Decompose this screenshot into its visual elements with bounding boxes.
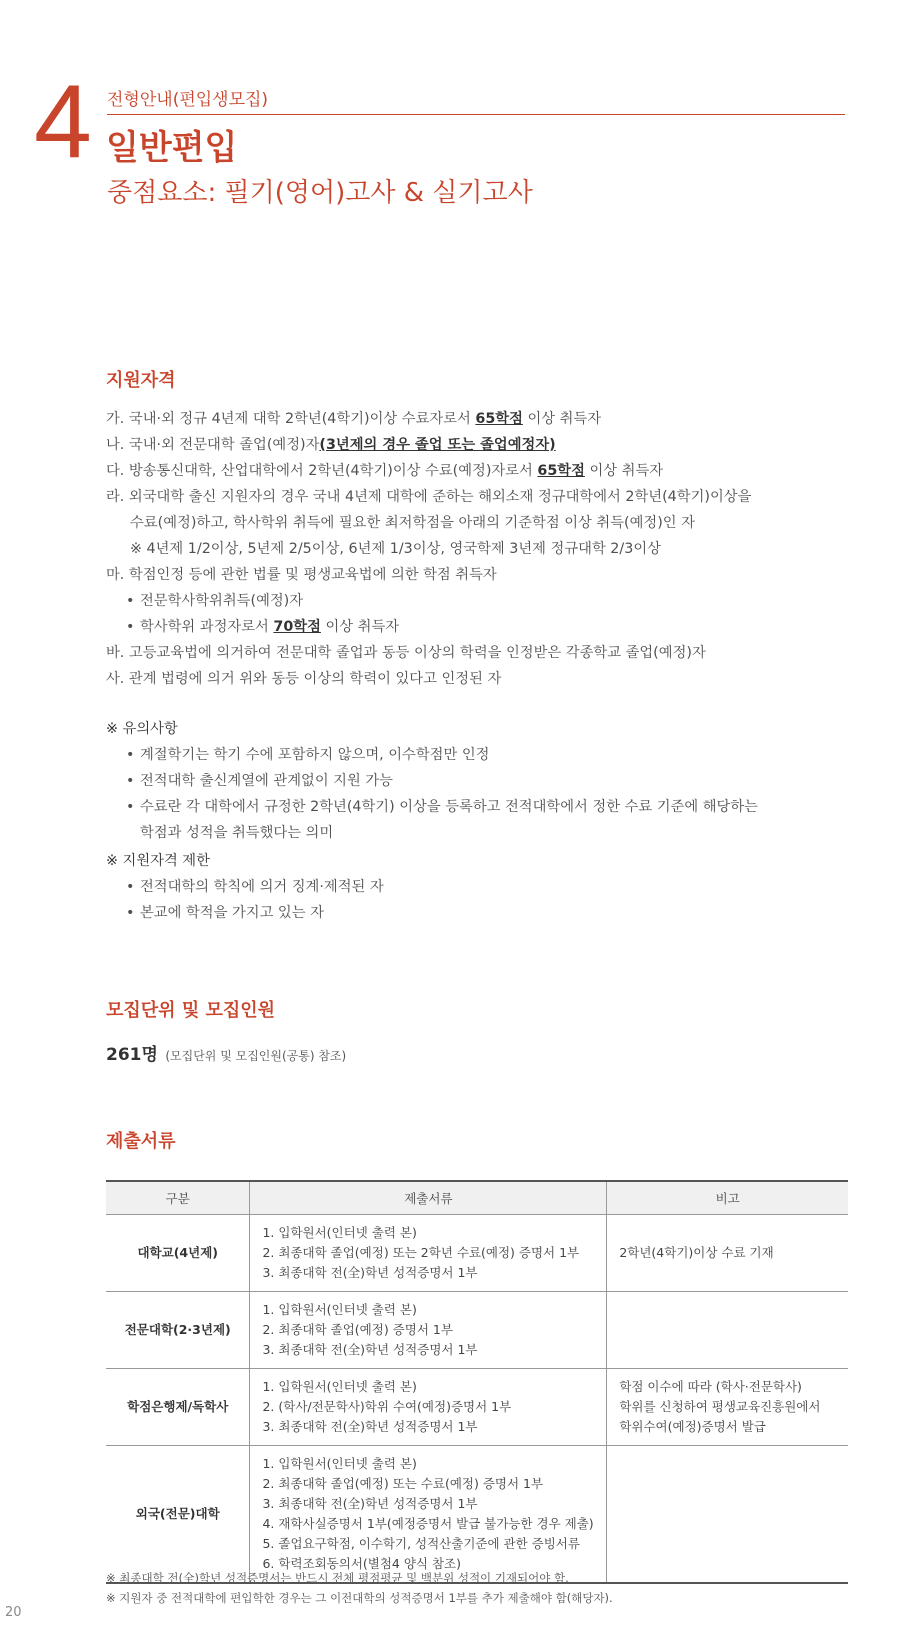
- qual-item-ga: [106, 406, 751, 432]
- document-item: 6. 학력조회동의서(별첨4 양식 참조): [262, 1556, 461, 1571]
- table-row: [106, 1215, 848, 1292]
- document-item: 3. 최종대학 전(全)학년 성적증명서 1부: [262, 1265, 478, 1280]
- documents-table: [106, 1180, 848, 1584]
- qual-item-ra-note: ※ 4년제 1/2이상, 5년제 2/5이상, 6년제 1/3이상, 영국학제 3년제 정규대학 2/3이상: [130, 541, 661, 557]
- table-header-row: [106, 1181, 848, 1215]
- row-documents: [250, 1215, 607, 1292]
- qual-ma-credits: 70학점: [273, 619, 321, 635]
- footnotes: [106, 1568, 613, 1608]
- qual-ma-b2-suffix: 이상 취득자: [320, 619, 400, 635]
- restriction-heading: ※ 지원자격 제한: [106, 853, 210, 869]
- document-item: 1. 입학원서(인터넷 출력 본): [262, 1379, 417, 1394]
- footnote-1: ※ 최종대학 전(全)학년 성적증명서는 반드시 전체 평점평균 및 백분위 성적이 기재되어야 함.: [106, 1571, 569, 1585]
- notes-list: [106, 716, 758, 846]
- qual-da-suffix: 이상 취득자: [584, 463, 664, 479]
- recruitment-heading: 모집단위 및 모집인원: [106, 1000, 276, 1021]
- qual-ga-suffix: 이상 취득자: [522, 411, 602, 427]
- document-item: 3. 최종대학 전(全)학년 성적증명서 1부: [262, 1496, 478, 1511]
- recruitment-count-line: [106, 1040, 346, 1065]
- remark-line: 2학년(4학기)이상 수료 기재: [619, 1245, 774, 1260]
- col-docs: 제출서류: [250, 1181, 607, 1215]
- notes-bullet-1: • 계절학기는 학기 수에 포함하지 않으며, 이수학점만 인정: [106, 742, 758, 768]
- qual-da-text: 다. 방송통신대학, 산업대학에서 2학년(4학기)이상 수료(예정)자로서: [106, 463, 538, 479]
- document-item: 3. 최종대학 전(全)학년 성적증명서 1부: [262, 1342, 478, 1357]
- table-row: [106, 1446, 848, 1584]
- qual-item-ma: 마. 학점인정 등에 관한 법률 및 평생교육법에 의한 학점 취득자: [106, 567, 497, 583]
- row-category: 학점은행제/독학사: [106, 1369, 250, 1446]
- remark-line: 학위수여(예정)증명서 발급: [619, 1419, 766, 1434]
- page-title: 일반편입: [106, 128, 238, 168]
- document-item: 2. 최종대학 졸업(예정) 증명서 1부: [262, 1322, 453, 1337]
- qual-ma-bullet-1: • 전문학사학위취득(예정)자: [106, 588, 751, 614]
- col-category: 구분: [106, 1181, 250, 1215]
- document-item: 1. 입학원서(인터넷 출력 본): [262, 1302, 417, 1317]
- row-category: 외국(전문)대학: [106, 1446, 250, 1584]
- qual-na-note: (3년제의 경우 졸업 또는 졸업예정자): [319, 437, 556, 453]
- header-category: 전형안내(편입생모집): [107, 90, 269, 110]
- header-divider: [107, 114, 845, 115]
- document-item: 2. 최종대학 졸업(예정) 또는 2학년 수료(예정) 증명서 1부: [262, 1245, 580, 1260]
- recruitment-note: (모집단위 및 모집인원(공통) 참조): [165, 1049, 347, 1063]
- qual-ma-b2-text: 학사학위 과정자로서: [140, 619, 274, 635]
- page-number: 20: [5, 1605, 22, 1620]
- document-item: 1. 입학원서(인터넷 출력 본): [262, 1225, 417, 1240]
- row-category: 대학교(4년제): [106, 1215, 250, 1292]
- row-remark: [607, 1292, 848, 1369]
- restriction-bullet-2: • 본교에 학적을 가지고 있는 자: [106, 900, 384, 926]
- qual-ga-text: 가. 국내·외 정규 4년제 대학 2학년(4학기)이상 수료자로서: [106, 411, 476, 427]
- notes-heading: ※ 유의사항: [106, 721, 178, 737]
- qual-item-sa: 사. 관계 법령에 의거 위와 동등 이상의 학력이 있다고 인정된 자: [106, 671, 502, 687]
- restriction-list: [106, 848, 384, 926]
- footnote-2: ※ 지원자 중 전적대학에 편입학한 경우는 그 이전대학의 성적증명서 1부를 추가 제출해야 함(해당자).: [106, 1591, 613, 1605]
- qual-item-ra: 라. 외국대학 출신 지원자의 경우 국내 4년제 대학에 준하는 해외소재 정규대학에서 2학년(4학기)이상을: [106, 489, 752, 505]
- table-row: [106, 1292, 848, 1369]
- remark-line: 학점 이수에 따라 (학사·전문학사): [619, 1379, 802, 1394]
- qual-item-ra-cont: 수료(예정)하고, 학사학위 취득에 필요한 최저학점을 아래의 기준학점 이상 취득(예정)인 자: [130, 515, 695, 531]
- qual-ma-bullet-2: [106, 614, 751, 640]
- document-item: 1. 입학원서(인터넷 출력 본): [262, 1456, 417, 1471]
- recruitment-count: 261명: [106, 1045, 158, 1065]
- col-remark: 비고: [607, 1181, 848, 1215]
- document-item: 5. 졸업요구학점, 이수학기, 성적산출기준에 관한 증빙서류: [262, 1536, 580, 1551]
- page-subtitle: 중점요소: 필기(영어)고사 & 실기고사: [107, 178, 533, 208]
- documents-heading: 제출서류: [106, 1131, 176, 1152]
- notes-bullet-3-cont: 학점과 성적을 취득했다는 의미: [140, 825, 334, 841]
- qualifications-list: [106, 406, 751, 692]
- qual-item-da: [106, 458, 751, 484]
- document-item: 3. 최종대학 전(全)학년 성적증명서 1부: [262, 1419, 478, 1434]
- document-item: 2. 최종대학 졸업(예정) 또는 수료(예정) 증명서 1부: [262, 1476, 544, 1491]
- table-row: [106, 1369, 848, 1446]
- row-remark: [607, 1215, 848, 1292]
- document-item: 2. (학사/전문학사)학위 수여(예정)증명서 1부: [262, 1399, 512, 1414]
- document-item: 4. 재학사실증명서 1부(예정증명서 발급 불가능한 경우 제출): [262, 1516, 594, 1531]
- row-remark: [607, 1446, 848, 1584]
- row-documents: [250, 1369, 607, 1446]
- qual-na-text: 나. 국내·외 전문대학 졸업(예정)자: [106, 437, 320, 453]
- row-documents: [250, 1292, 607, 1369]
- qual-da-credits: 65학점: [537, 463, 585, 479]
- notes-bullet-2: • 전적대학 출신계열에 관계없이 지원 가능: [106, 768, 758, 794]
- qual-item-na: [106, 432, 751, 458]
- remark-line: 학위를 신청하여 평생교육진흥원에서: [619, 1399, 821, 1414]
- section-number: 4: [34, 64, 92, 180]
- restriction-bullet-1: • 전적대학의 학칙에 의거 징계·제적된 자: [106, 874, 384, 900]
- qualifications-heading: 지원자격: [106, 370, 176, 391]
- row-documents: [250, 1446, 607, 1584]
- notes-bullet-3: • 수료란 각 대학에서 규정한 2학년(4학기) 이상을 등록하고 전적대학에서 정한 수료 기준에 해당하는: [106, 794, 758, 820]
- qual-ga-credits: 65학점: [475, 411, 523, 427]
- row-category: 전문대학(2·3년제): [106, 1292, 250, 1369]
- qual-item-ba: 바. 고등교육법에 의거하여 전문대학 졸업과 동등 이상의 학력을 인정받은 각종학교 졸업(예정)자: [106, 645, 706, 661]
- row-remark: [607, 1369, 848, 1446]
